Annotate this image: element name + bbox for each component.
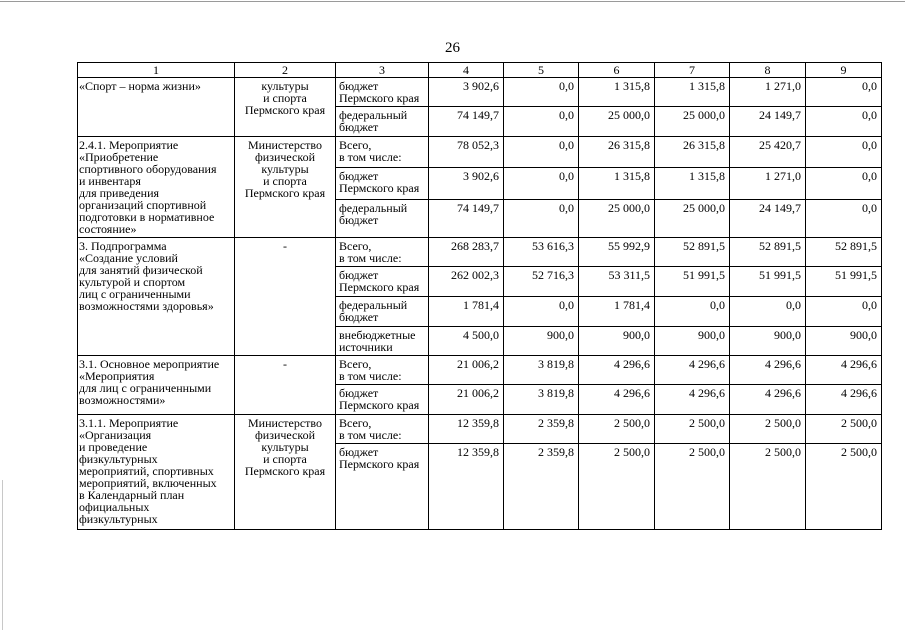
amount-cell: 4 296,6 bbox=[730, 356, 806, 385]
column-header: 7 bbox=[655, 63, 730, 78]
amount-cell: 4 296,6 bbox=[655, 356, 730, 385]
amount-cell: 25 000,0 bbox=[579, 200, 655, 238]
activity-name-cell: «Спорт – норма жизни» bbox=[78, 78, 235, 137]
amount-cell: 900,0 bbox=[806, 327, 882, 356]
column-header: 9 bbox=[806, 63, 882, 78]
amount-cell: 52 891,5 bbox=[730, 238, 806, 267]
amount-cell: 2 500,0 bbox=[655, 444, 730, 530]
funding-source-cell: Всего, в том числе: bbox=[336, 356, 429, 385]
executor-cell: Министерство физической культуры и спорта Пермского края bbox=[235, 137, 336, 238]
amount-cell: 3 819,8 bbox=[504, 385, 579, 415]
scan-top-edge bbox=[0, 1, 905, 2]
activity-name-cell: 3.1. Основное мероприятие «Мероприятия для лиц с ограниченными возможностями» bbox=[78, 356, 235, 415]
amount-cell: 0,0 bbox=[504, 168, 579, 200]
amount-cell: 0,0 bbox=[504, 200, 579, 238]
amount-cell: 0,0 bbox=[806, 200, 882, 238]
amount-cell: 900,0 bbox=[504, 327, 579, 356]
amount-cell: 4 296,6 bbox=[806, 385, 882, 415]
amount-cell: 25 420,7 bbox=[730, 137, 806, 168]
amount-cell: 900,0 bbox=[579, 327, 655, 356]
funding-source-cell: Всего, в том числе: bbox=[336, 137, 429, 168]
column-header: 5 bbox=[504, 63, 579, 78]
table-header-row bbox=[78, 63, 882, 78]
budget-table bbox=[77, 62, 882, 530]
table-row bbox=[78, 238, 882, 267]
executor-cell: - bbox=[235, 238, 336, 356]
amount-cell: 3 902,6 bbox=[429, 78, 504, 107]
executor-cell: - bbox=[235, 356, 336, 415]
funding-source-cell: федеральный бюджет bbox=[336, 297, 429, 327]
amount-cell: 4 296,6 bbox=[655, 385, 730, 415]
amount-cell: 0,0 bbox=[806, 107, 882, 137]
amount-cell: 51 991,5 bbox=[806, 267, 882, 297]
amount-cell: 2 359,8 bbox=[504, 444, 579, 530]
column-header: 1 bbox=[78, 63, 235, 78]
amount-cell: 53 311,5 bbox=[579, 267, 655, 297]
amount-cell: 2 500,0 bbox=[579, 415, 655, 444]
amount-cell: 25 000,0 bbox=[579, 107, 655, 137]
amount-cell: 2 359,8 bbox=[504, 415, 579, 444]
amount-cell: 74 149,7 bbox=[429, 107, 504, 137]
amount-cell: 1 271,0 bbox=[730, 78, 806, 107]
amount-cell: 1 271,0 bbox=[730, 168, 806, 200]
table-row bbox=[78, 78, 882, 107]
executor-cell: культуры и спорта Пермского края bbox=[235, 78, 336, 137]
amount-cell: 4 296,6 bbox=[730, 385, 806, 415]
amount-cell: 25 000,0 bbox=[655, 200, 730, 238]
column-header: 6 bbox=[579, 63, 655, 78]
amount-cell: 52 716,3 bbox=[504, 267, 579, 297]
amount-cell: 1 315,8 bbox=[579, 168, 655, 200]
column-header: 8 bbox=[730, 63, 806, 78]
activity-name-cell: 3.1.1. Мероприятие «Организация и проведение физкультурных мероприятий, спортивных мероприятий, включенных в Календарный план официальных физкультурных bbox=[78, 415, 235, 530]
amount-cell: 2 500,0 bbox=[806, 415, 882, 444]
amount-cell: 4 296,6 bbox=[579, 385, 655, 415]
activity-name-cell: 3. Подпрограмма «Создание условий для занятий физической культурой и спортом лиц с ограниченными возможностями здоровья» bbox=[78, 238, 235, 356]
funding-source-cell: бюджет Пермского края bbox=[336, 168, 429, 200]
amount-cell: 78 052,3 bbox=[429, 137, 504, 168]
amount-cell: 4 296,6 bbox=[579, 356, 655, 385]
scan-left-edge bbox=[2, 480, 3, 630]
funding-source-cell: внебюджетные источники bbox=[336, 327, 429, 356]
amount-cell: 0,0 bbox=[504, 78, 579, 107]
amount-cell: 24 149,7 bbox=[730, 200, 806, 238]
amount-cell: 52 891,5 bbox=[655, 238, 730, 267]
amount-cell: 0,0 bbox=[806, 137, 882, 168]
amount-cell: 2 500,0 bbox=[730, 415, 806, 444]
amount-cell: 12 359,8 bbox=[429, 444, 504, 530]
funding-source-cell: Всего, в том числе: bbox=[336, 238, 429, 267]
amount-cell: 21 006,2 bbox=[429, 356, 504, 385]
amount-cell: 262 002,3 bbox=[429, 267, 504, 297]
amount-cell: 3 902,6 bbox=[429, 168, 504, 200]
activity-name-cell: 2.4.1. Мероприятие «Приобретение спортивного оборудования и инвентаря для приведения организаций спортивной подготовки в нормативное состояние» bbox=[78, 137, 235, 238]
amount-cell: 2 500,0 bbox=[730, 444, 806, 530]
amount-cell: 1 315,8 bbox=[655, 168, 730, 200]
amount-cell: 3 819,8 bbox=[504, 356, 579, 385]
column-header: 2 bbox=[235, 63, 336, 78]
amount-cell: 4 296,6 bbox=[806, 356, 882, 385]
funding-source-cell: федеральный бюджет bbox=[336, 107, 429, 137]
amount-cell: 1 781,4 bbox=[429, 297, 504, 327]
amount-cell: 268 283,7 bbox=[429, 238, 504, 267]
funding-source-cell: бюджет Пермского края bbox=[336, 385, 429, 415]
amount-cell: 24 149,7 bbox=[730, 107, 806, 137]
amount-cell: 55 992,9 bbox=[579, 238, 655, 267]
funding-source-cell: федеральный бюджет bbox=[336, 200, 429, 238]
amount-cell: 1 315,8 bbox=[579, 78, 655, 107]
amount-cell: 2 500,0 bbox=[806, 444, 882, 530]
amount-cell: 52 891,5 bbox=[806, 238, 882, 267]
column-header: 3 bbox=[336, 63, 429, 78]
funding-source-cell: бюджет Пермского края bbox=[336, 78, 429, 107]
amount-cell: 53 616,3 bbox=[504, 238, 579, 267]
executor-cell: Министерство физической культуры и спорта Пермского края bbox=[235, 415, 336, 530]
amount-cell: 51 991,5 bbox=[730, 267, 806, 297]
amount-cell: 26 315,8 bbox=[579, 137, 655, 168]
amount-cell: 900,0 bbox=[730, 327, 806, 356]
amount-cell: 0,0 bbox=[504, 107, 579, 137]
amount-cell: 0,0 bbox=[806, 168, 882, 200]
page-number: 26 bbox=[445, 40, 460, 56]
amount-cell: 0,0 bbox=[806, 78, 882, 107]
amount-cell: 51 991,5 bbox=[655, 267, 730, 297]
amount-cell: 26 315,8 bbox=[655, 137, 730, 168]
amount-cell: 1 315,8 bbox=[655, 78, 730, 107]
funding-source-cell: бюджет Пермского края bbox=[336, 444, 429, 530]
amount-cell: 0,0 bbox=[504, 297, 579, 327]
amount-cell: 2 500,0 bbox=[655, 415, 730, 444]
amount-cell: 74 149,7 bbox=[429, 200, 504, 238]
amount-cell: 4 500,0 bbox=[429, 327, 504, 356]
amount-cell: 12 359,8 bbox=[429, 415, 504, 444]
amount-cell: 25 000,0 bbox=[655, 107, 730, 137]
table-row bbox=[78, 356, 882, 385]
table-row bbox=[78, 415, 882, 444]
amount-cell: 0,0 bbox=[730, 297, 806, 327]
amount-cell: 0,0 bbox=[655, 297, 730, 327]
column-header: 4 bbox=[429, 63, 504, 78]
amount-cell: 2 500,0 bbox=[579, 444, 655, 530]
funding-source-cell: Всего, в том числе: bbox=[336, 415, 429, 444]
amount-cell: 0,0 bbox=[504, 137, 579, 168]
amount-cell: 1 781,4 bbox=[579, 297, 655, 327]
amount-cell: 0,0 bbox=[806, 297, 882, 327]
amount-cell: 900,0 bbox=[655, 327, 730, 356]
table-row bbox=[78, 137, 882, 168]
amount-cell: 21 006,2 bbox=[429, 385, 504, 415]
funding-source-cell: бюджет Пермского края bbox=[336, 267, 429, 297]
